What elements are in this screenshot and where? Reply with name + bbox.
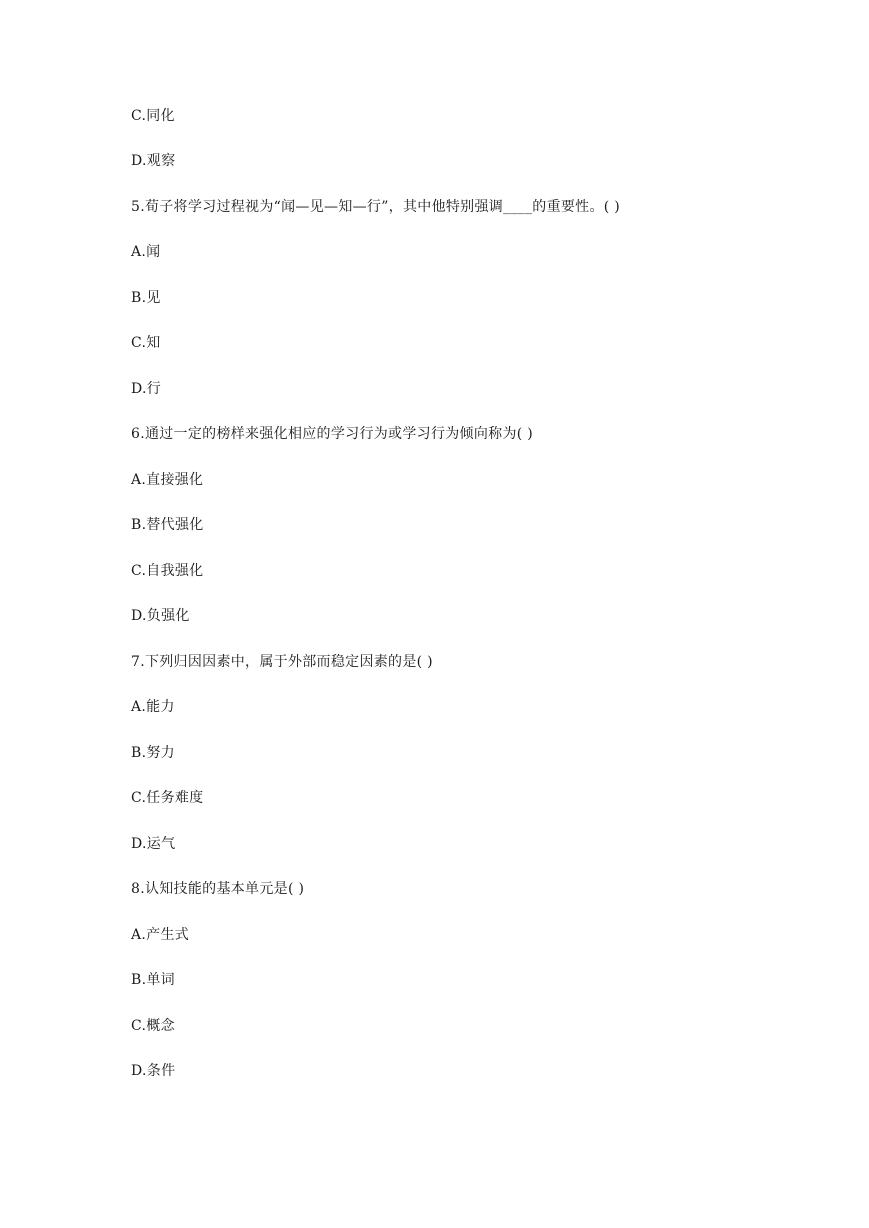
option-d-q8: D.条件: [131, 1063, 176, 1079]
option-a-q7: A.能力: [131, 699, 175, 715]
option-c-q5: C.知: [131, 335, 161, 351]
question-8: 8.认知技能的基本单元是( ): [131, 881, 305, 897]
option-d-q5: D.行: [131, 381, 162, 397]
option-d-q6: D.负强化: [131, 608, 190, 624]
question-6: 6.通过一定的榜样来强化相应的学习行为或学习行为倾向称为( ): [131, 426, 534, 442]
option-c-q4: C.同化: [131, 108, 175, 124]
option-a-q5: A.闻: [131, 244, 161, 260]
option-d-q7: D.运气: [131, 836, 176, 852]
option-a-q6: A.直接强化: [131, 472, 204, 488]
question-7: 7.下列归因因素中，属于外部而稳定因素的是( ): [131, 654, 433, 670]
option-d-q4: D.观察: [131, 153, 176, 169]
option-c-q6: C.自我强化: [131, 563, 204, 579]
option-b-q8: B.单词: [131, 972, 175, 988]
option-c-q7: C.任务难度: [131, 790, 204, 806]
option-b-q7: B.努力: [131, 745, 175, 761]
option-b-q5: B.见: [131, 290, 161, 306]
option-c-q8: C.概念: [131, 1018, 175, 1034]
option-b-q6: B.替代强化: [131, 517, 204, 533]
question-5: 5.荀子将学习过程视为“闻—见—知—行”，其中他特别强调____的重要性。( ): [131, 199, 621, 215]
option-a-q8: A.产生式: [131, 927, 190, 943]
